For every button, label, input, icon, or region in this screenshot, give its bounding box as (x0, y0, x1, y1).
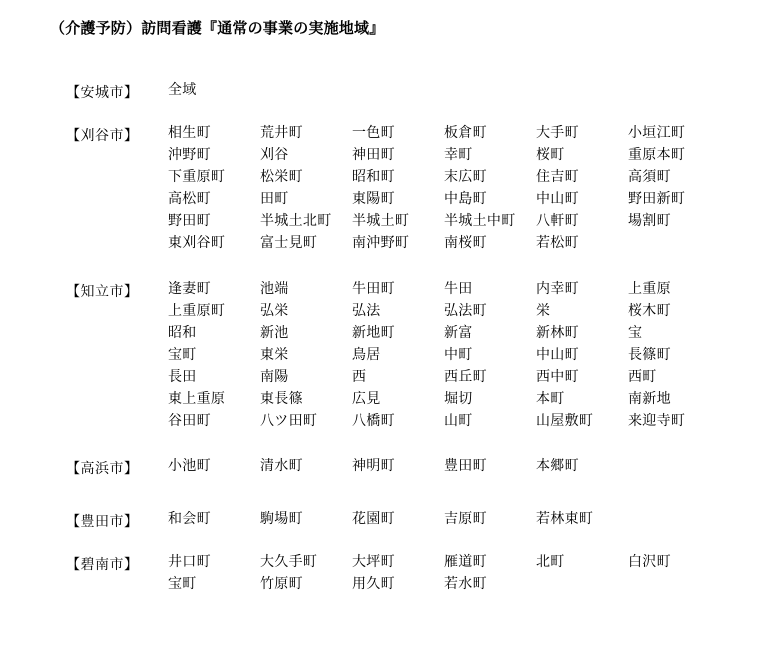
area-name: 若水町 (444, 576, 487, 592)
area-name: 新林町 (536, 325, 579, 341)
area-name: 長田 (168, 369, 197, 385)
area-name: 中町 (444, 347, 473, 363)
area-name: 場割町 (628, 213, 671, 229)
area-name: 中島町 (444, 191, 487, 207)
area-name: 若松町 (536, 235, 579, 251)
area-name: 桜木町 (628, 303, 671, 319)
area-name: 本郷町 (536, 458, 579, 474)
area-name: 宝町 (168, 576, 197, 592)
city-name: 【碧南市】 (66, 557, 139, 573)
area-name: 南新地 (628, 391, 671, 407)
area-name: 刈谷 (260, 147, 289, 163)
area-name: 山町 (444, 413, 473, 429)
area-name: 西町 (628, 369, 657, 385)
area-name: 栄 (536, 303, 551, 319)
area-name: 重原本町 (628, 147, 686, 163)
area-name: 井口町 (168, 554, 211, 570)
area-name: 大久手町 (260, 554, 318, 570)
area-name: 末広町 (444, 169, 487, 185)
area-name: 西 (352, 369, 367, 385)
area-name: 和会町 (168, 511, 211, 527)
area-name: 南桜町 (444, 235, 487, 251)
city-name: 【安城市】 (66, 85, 139, 101)
area-name: 広見 (352, 391, 381, 407)
area-name: 清水町 (260, 458, 303, 474)
area-name: 昭和 (168, 325, 197, 341)
area-name: 宝 (628, 325, 643, 341)
area-name: 南沖野町 (352, 235, 410, 251)
area-name: 本町 (536, 391, 565, 407)
area-name: 鳥居 (352, 347, 381, 363)
city-name: 【刈谷市】 (66, 128, 139, 144)
area-grid (168, 511, 720, 533)
area-name: 富士見町 (260, 235, 318, 251)
area-name: 来迎寺町 (628, 413, 686, 429)
area-name: 用久町 (352, 576, 395, 592)
area-name: 駒場町 (260, 511, 303, 527)
area-grid (168, 82, 720, 104)
area-name: 八ツ田町 (260, 413, 318, 429)
area-name: 北町 (536, 554, 565, 570)
area-name: 幸町 (444, 147, 473, 163)
area-name: 下重原町 (168, 169, 226, 185)
area-name: 小垣江町 (628, 125, 686, 141)
area-name: 吉原町 (444, 511, 487, 527)
area-name: 松栄町 (260, 169, 303, 185)
area-name: 上重原町 (168, 303, 226, 319)
area-name: 雁道町 (444, 554, 487, 570)
area-name: 八軒町 (536, 213, 579, 229)
area-name: 東陽町 (352, 191, 395, 207)
area-name: 高須町 (628, 169, 671, 185)
area-name: 白沢町 (628, 554, 671, 570)
area-name: 住吉町 (536, 169, 579, 185)
area-name: 宝町 (168, 347, 197, 363)
area-name: 新地町 (352, 325, 395, 341)
area-grid (168, 458, 720, 480)
area-name: 沖野町 (168, 147, 211, 163)
area-grid (168, 281, 720, 435)
area-name: 中山町 (536, 347, 579, 363)
area-name: 一色町 (352, 125, 395, 141)
area-name: 高松町 (168, 191, 211, 207)
area-name: 西丘町 (444, 369, 487, 385)
area-name: 内幸町 (536, 281, 579, 297)
area-name: 荒井町 (260, 125, 303, 141)
area-name: 東栄 (260, 347, 289, 363)
area-name: 相生町 (168, 125, 211, 141)
city-name: 【高浜市】 (66, 461, 139, 477)
area-name: 上重原 (628, 281, 671, 297)
area-name: 牛田町 (352, 281, 395, 297)
area-name: 竹原町 (260, 576, 303, 592)
city-name: 【知立市】 (66, 284, 139, 300)
area-grid (168, 554, 720, 598)
area-name: 長篠町 (628, 347, 671, 363)
area-name: 花園町 (352, 511, 395, 527)
area-name: 牛田 (444, 281, 473, 297)
area-name: 堀切 (444, 391, 473, 407)
area-name: 弘法 (352, 303, 381, 319)
area-name: 南陽 (260, 369, 289, 385)
area-name: 西中町 (536, 369, 579, 385)
area-name: 半城土北町 (260, 213, 332, 229)
area-name: 桜町 (536, 147, 565, 163)
area-name: 新富 (444, 325, 473, 341)
area-name: 東刈谷町 (168, 235, 226, 251)
area-name: 全域 (168, 82, 197, 98)
area-name: 弘法町 (444, 303, 487, 319)
area-name: 若林東町 (536, 511, 594, 527)
area-name: 半城土町 (352, 213, 410, 229)
area-name: 新池 (260, 325, 289, 341)
area-name: 東上重原 (168, 391, 226, 407)
area-name: 野田町 (168, 213, 211, 229)
area-name: 山屋敷町 (536, 413, 594, 429)
area-name: 昭和町 (352, 169, 395, 185)
area-grid (168, 125, 720, 257)
city-name: 【豊田市】 (66, 514, 139, 530)
area-name: 神田町 (352, 147, 395, 163)
area-name: 八橋町 (352, 413, 395, 429)
area-name: 逢妻町 (168, 281, 211, 297)
area-name: 野田新町 (628, 191, 686, 207)
area-name: 大坪町 (352, 554, 395, 570)
area-name: 豊田町 (444, 458, 487, 474)
area-name: 半城土中町 (444, 213, 516, 229)
area-name: 板倉町 (444, 125, 487, 141)
area-name: 弘栄 (260, 303, 289, 319)
area-name: 中山町 (536, 191, 579, 207)
area-name: 小池町 (168, 458, 211, 474)
area-name: 池端 (260, 281, 289, 297)
area-name: 神明町 (352, 458, 395, 474)
area-name: 大手町 (536, 125, 579, 141)
area-name: 谷田町 (168, 413, 211, 429)
area-name: 東長篠 (260, 391, 303, 407)
document-title: （介護予防）訪問看護『通常の事業の実施地域』 (50, 19, 385, 37)
area-name: 田町 (260, 191, 289, 207)
